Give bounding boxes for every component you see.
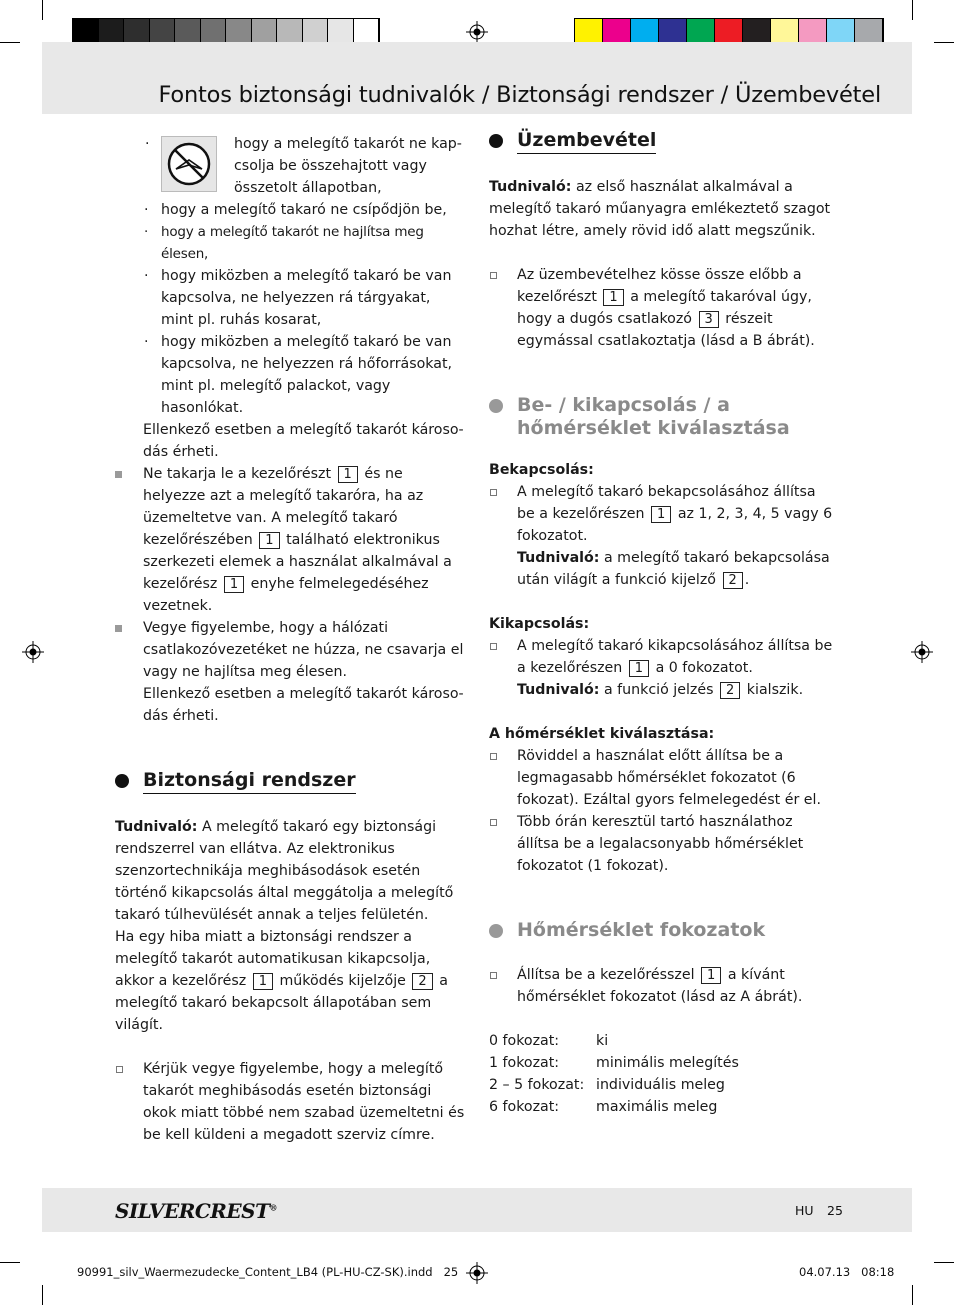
paragraph xyxy=(489,176,836,242)
list-item xyxy=(144,331,465,419)
level-value: ki xyxy=(596,1033,609,1049)
logo-trademark: ® xyxy=(269,1202,277,1213)
paragraph: Ellenkező esetben a melegítő takarót károsodás érheti. xyxy=(143,686,464,724)
bullet: · xyxy=(144,224,149,240)
list-item xyxy=(489,635,836,701)
list-item xyxy=(115,617,465,683)
text: a kívánt hőmérséklet fokozatot (lásd az A ábrát). xyxy=(517,967,803,1005)
text: a 0 fokozatot. xyxy=(655,660,753,676)
text: kialszik. xyxy=(746,682,804,698)
registration-mark-icon xyxy=(466,21,488,43)
ref-number: 1 xyxy=(338,466,358,483)
crop-mark xyxy=(934,1262,954,1263)
ref-number: 3 xyxy=(699,311,719,328)
list-item: A melegítő takaró bekapcsolásához állítsa be a kezelőrészen 1 az 1, 2, 3, 4, 5 vagy 6 fokozatot. Tudnivaló: a melegítő takaró bekapcsolása után világít a funkció kijelző 2 . xyxy=(489,481,836,591)
text: található elektronikus szerkezeti elemek a használat alkalmával a kezelőrész xyxy=(143,532,452,592)
text: az 1, 2, 3, 4, 5 vagy 6 fokozatot. xyxy=(517,506,833,544)
list-item xyxy=(115,133,465,199)
heading-text: Üzembevétel xyxy=(517,129,656,154)
ref-number: 1 xyxy=(603,289,623,306)
brand-logo xyxy=(115,1199,277,1223)
file-info: 90991_silv_Waermezudecke_Content_LB4 (PL-HU-CZ-SK).indd 25 xyxy=(77,1265,459,1279)
ref-number: 1 xyxy=(224,576,244,593)
crop-mark xyxy=(912,1285,913,1305)
text: A melegítő takaró kikapcsolásához állítsa be a kezelőrészen xyxy=(517,638,833,676)
section-heading xyxy=(489,129,836,154)
checkbox-bullet xyxy=(490,643,497,650)
level-key: 1 fokozat: xyxy=(489,1055,560,1071)
text: a melegítő takaró bekapcsolása után világít a funkció kijelző xyxy=(517,550,830,588)
left-column xyxy=(115,133,465,1146)
registration-mark-icon xyxy=(911,641,933,663)
page-number: 25 xyxy=(827,1203,843,1218)
level-key: 6 fokozat: xyxy=(489,1099,560,1115)
list-item xyxy=(489,264,836,352)
bullet-text: hogy a melegítő takarót ne kapcsolja be összehajtott vagy összetolt állapotban, xyxy=(234,136,462,196)
bullet-text: hogy miközben a melegítő takaró be van kapcsolva, ne helyezzen rá tárgyakat, mint pl. ruhás kosarat, xyxy=(161,268,452,328)
checkbox-bullet xyxy=(490,819,497,826)
text: Az üzembevételhez kösse össze előbb a kezelőrészt xyxy=(517,267,802,305)
ref-number: 1 xyxy=(651,506,671,523)
language-code: HU xyxy=(795,1203,814,1218)
logo-text: SILVERCREST xyxy=(115,1199,270,1223)
subheading: Kikapcsolás: xyxy=(489,616,590,632)
level-key: 0 fokozat: xyxy=(489,1033,560,1049)
text: a funkció jelzés xyxy=(603,682,714,698)
registration-mark-icon xyxy=(466,1262,488,1284)
ref-number: 1 xyxy=(259,532,279,549)
level-value: maximális meleg xyxy=(596,1099,718,1115)
no-folding-icon xyxy=(161,136,217,192)
ref-number: 1 xyxy=(701,967,721,984)
note-label: Tudnivaló: xyxy=(517,682,600,698)
crop-mark xyxy=(934,42,954,43)
heading-text: Hőmérséklet fokozatok xyxy=(517,919,766,941)
square-bullet xyxy=(115,471,122,478)
section-heading xyxy=(489,394,836,440)
crop-mark xyxy=(42,1285,43,1305)
text: enyhe felmelegedéséhez vezetnek. xyxy=(143,576,429,614)
ref-number: 2 xyxy=(412,973,432,990)
table-row xyxy=(489,1030,836,1052)
checkbox-bullet xyxy=(490,753,497,760)
heading-text: Biztonsági rendszer xyxy=(143,769,356,794)
text: Ha egy hiba miatt a biztonsági rendszer a melegítő takarót automatikusan kikapcsolja, akkor a kezelőrész xyxy=(115,929,431,989)
bullet-text: hogy miközben a melegítő takaró be van kapcsolva, ne helyezzen rá hőforrásokat, mint pl. melegítő palackot, vagy hasonlókat. xyxy=(161,334,453,416)
bullet: · xyxy=(144,202,149,218)
table-row xyxy=(489,1052,836,1074)
subheading: Bekapcsolás: xyxy=(489,462,594,478)
crop-mark xyxy=(0,1262,20,1263)
bullet-text: hogy a melegítő takarót ne hajlítsa meg élesen, xyxy=(161,224,424,262)
text: a melegítő takaróval úgy, hogy a dugós csatlakozó xyxy=(517,289,812,327)
levels-table xyxy=(489,1030,836,1118)
crop-mark xyxy=(0,42,20,43)
square-bullet xyxy=(115,625,122,632)
level-key: 2 – 5 fokozat: xyxy=(489,1077,585,1093)
page-title: Fontos biztonsági tudnivalók / Biztonsági rendszer / Üzembevétel xyxy=(158,82,881,108)
text: Röviddel a használat előtt állítsa be a legmagasabb hőmérséklet fokozatot (6 fokozat). Ezáltal gyors felmelegedést ér el. xyxy=(517,748,821,808)
subheading: A hőmérséklet kiválasztása: xyxy=(489,726,715,742)
print-date: 04.07.13 08:18 xyxy=(799,1265,895,1279)
checkbox-bullet xyxy=(490,972,497,979)
text: A melegítő takaró egy biztonsági rendszerrel van ellátva. Az elektronikus szenzortechnikája meghibásodások esetén történő kikapcsolás által meggátolja a melegítő takaró túlhevülését annak a teljes felületén. xyxy=(115,819,454,923)
paragraph: Ellenkező esetben a melegítő takarót károsodás érheti. xyxy=(143,422,464,460)
heading-bullet-icon xyxy=(115,774,129,788)
note-label: Tudnivaló: xyxy=(517,550,600,566)
text: részeit egymással csatlakoztatja (lásd a B ábrát). xyxy=(517,311,815,349)
list-item xyxy=(489,745,836,811)
crop-mark xyxy=(42,0,43,20)
heading-bullet-icon xyxy=(489,924,503,938)
level-value: individuális meleg xyxy=(596,1077,725,1093)
heading-bullet-icon xyxy=(489,134,503,148)
level-value: minimális melegítés xyxy=(596,1055,739,1071)
table-row xyxy=(489,1074,836,1096)
text: működés kijelzője xyxy=(279,973,406,989)
bullet: · xyxy=(144,268,149,284)
text: és ne helyezze azt a melegítő takaróra, ha az üzemeltetve van. A melegítő takaró kezelőrészében xyxy=(143,466,424,548)
note-label: Tudnivaló: xyxy=(115,819,198,835)
ref-number: 1 xyxy=(253,973,273,990)
list-item xyxy=(115,463,465,617)
text: Kérjük vegye figyelembe, hogy a melegítő takarót meghibásodás esetén biztonsági okok miatt többé nem szabad üzemeltetni és be kell küldeni a megadott szerviz címre. xyxy=(143,1061,465,1143)
ref-number: 2 xyxy=(720,682,740,699)
text: Vegye figyelembe, hogy a hálózati csatlakozóvezetéket ne húzza, ne csavarja el vagy ne hajlítsa meg élesen. xyxy=(143,620,464,680)
list-item xyxy=(144,221,465,265)
heading-text: Be- / kikapcsolás / a hőmérséklet kiválasztása xyxy=(517,394,790,439)
table-row xyxy=(489,1096,836,1118)
text: Több órán keresztül tartó használathoz állítsa be a legalacsonyabb hőmérséklet fokozatot (1 fokozat). xyxy=(517,814,804,874)
checkbox-bullet xyxy=(490,489,497,496)
ref-number: 2 xyxy=(723,572,743,589)
paragraph xyxy=(115,816,465,926)
note-label: Tudnivaló: xyxy=(489,179,572,195)
section-heading xyxy=(489,919,836,942)
text: a melegítő takaró bekapcsolt állapotában sem világít. xyxy=(115,973,448,1033)
text: Ne takarja le a kezelőrészt xyxy=(143,466,332,482)
paragraph xyxy=(115,926,465,1036)
section-heading xyxy=(115,769,465,794)
ref-number: 1 xyxy=(629,660,649,677)
bullet: · xyxy=(145,136,150,152)
bullet-text: hogy a melegítő takaró ne csípődjön be, xyxy=(161,202,447,218)
heading-bullet-icon xyxy=(489,399,503,413)
checkbox-bullet xyxy=(116,1066,123,1073)
list-item xyxy=(489,964,836,1008)
list-item xyxy=(144,199,465,221)
crop-mark xyxy=(912,0,913,20)
checkbox-bullet xyxy=(490,272,497,279)
list-item xyxy=(489,811,836,877)
list-item xyxy=(144,265,465,331)
registration-mark-icon xyxy=(22,641,44,663)
list-item xyxy=(115,1058,465,1146)
text: az első használat alkalmával a melegítő takaró műanyagra emlékeztető szagot hozhat létre, amely rövid idő alatt megszűnik. xyxy=(489,179,831,239)
bullet: · xyxy=(144,334,149,350)
right-column xyxy=(489,129,836,1118)
text: Állítsa be a kezelőrésszel xyxy=(517,967,695,983)
text: A melegítő takaró bekapcsolásához állítsa be a kezelőrészen xyxy=(517,484,816,522)
